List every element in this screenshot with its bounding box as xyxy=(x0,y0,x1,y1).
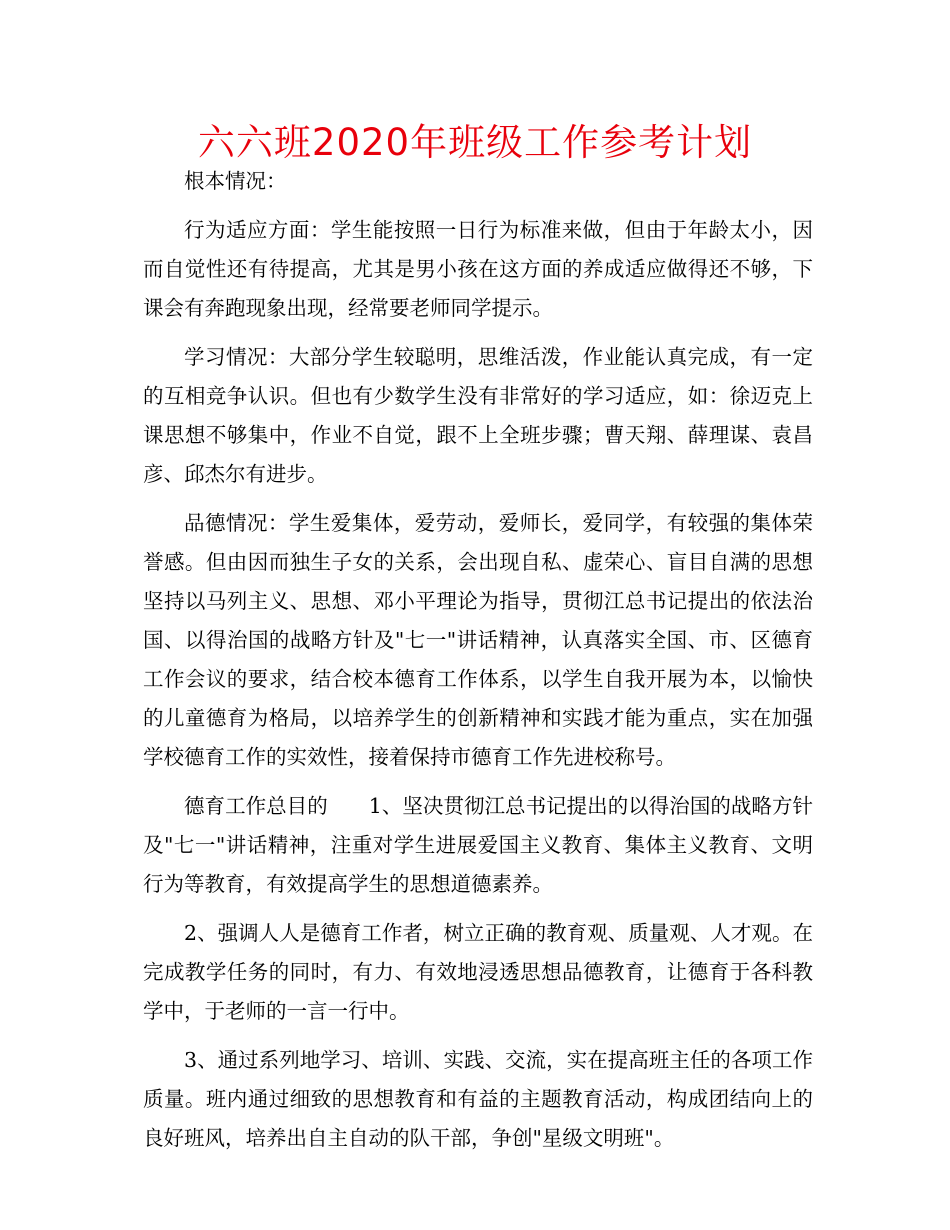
document-body xyxy=(143,162,813,1168)
paragraph-basic-situation: 根本情况： xyxy=(184,169,287,193)
paragraph-goal-2: 2、强调人人是德育工作者，树立正确的教育观、质量观、人才观。在完成教学任务的同时，有力、有效地浸透思想品德教育，让德育于各科教学中，于老师的一言一行中。 xyxy=(143,921,813,1023)
paragraph-morality: 品德情况：学生爱集体，爱劳动，爱师长，爱同学，有较强的集体荣誉感。但由因而独生子女的关系，会出现自私、虚荣心、盲目自满的思想坚持以马列主义、思想、邓小平理论为指导，贯彻江总书记提出的依法治国、以得治国的战略方针及"七一"讲话精神，认真落实全国、市、区德育工作会议的要求，结合校本德育工作体系，以学生自我开展为本，以愉快的儿童德育为格局，以培养学生的创新精神和实践才能为重点，实在加强学校德育工作的实效性，接着保持市德育工作先进校称号。 xyxy=(143,511,813,769)
document-title: 六六班2020年班级工作参考计划 xyxy=(197,121,753,164)
paragraph-goal-1: 德育工作总目的 1、坚决贯彻江总书记提出的以得治国的战略方针及"七一"讲话精神，注重对学生进展爱国主义教育、集体主义教育、文明行为等教育，有效提高学生的思想道德素养。 xyxy=(143,794,813,896)
paragraph-behavior: 行为适应方面：学生能按照一日行为标准来做，但由于年龄太小，因而自觉性还有待提高，尤其是男小孩在这方面的养成适应做得还不够，下课会有奔跑现象出现，经常要老师同学提示。 xyxy=(143,218,813,320)
paragraph-goal-3: 3、通过系列地学习、培训、实践、交流，实在提高班主任的各项工作质量。班内通过细致的思想教育和有益的主题教育活动，构成团结向上的良好班风，培养出自主自动的队干部，争创"星级文明班"。 xyxy=(143,1048,813,1150)
paragraph-study: 学习情况：大部分学生较聪明，思维活泼，作业能认真完成，有一定的互相竞争认识。但也有少数学生没有非常好的学习适应，如：徐迈克上课思想不够集中，作业不自觉，跟不上全班步骤；曹天翔、薛理谋、袁昌彦、邱杰尔有进步。 xyxy=(143,345,813,486)
